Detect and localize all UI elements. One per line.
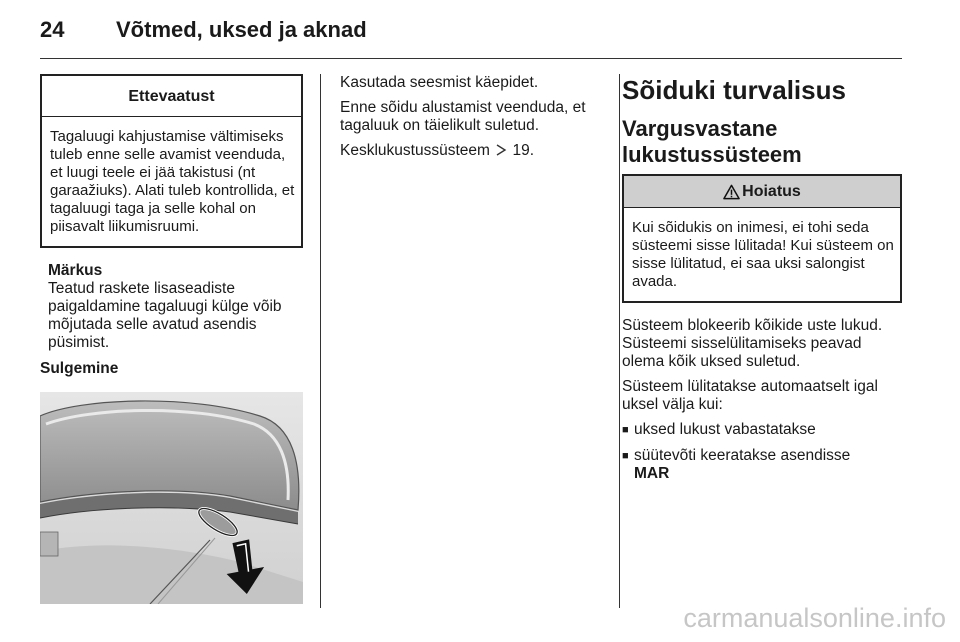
warning-box <box>622 174 902 303</box>
column-divider-left <box>320 74 321 608</box>
paragraph-system-locks: Süsteem blokeerib kõikide uste lukud. Süsteemi sisselülitamiseks peavad olema kõik uksed suletud. <box>622 317 883 370</box>
note-text: Teatud raskete lisaseadiste paigaldamine tagaluugi külge võib mõjutada selle avatud asendis püsimist. <box>48 280 282 351</box>
watermark: carmanualsonline.info <box>683 603 946 633</box>
reference-page[interactable]: 19. <box>512 142 535 159</box>
subsection-title: Vargusvastane lukustussüsteem <box>622 116 802 167</box>
bullet-square-icon: ■ <box>622 424 629 436</box>
list-item <box>622 421 902 439</box>
paragraph-handle: Kasutada seesmist käepidet. <box>340 74 539 91</box>
closing-heading: Sulgemine <box>40 360 119 377</box>
paragraph-system-off: Süsteem lülitatakse automaatselt igal uksel välja kui: <box>622 378 878 413</box>
column-left <box>40 74 303 609</box>
warning-header <box>624 176 900 208</box>
ignition-position-label: MAR <box>634 465 670 482</box>
paragraph-check-closed: Enne sõidu alustamist veenduda, et tagaluuk on täielikult suletud. <box>340 99 586 134</box>
page-number: 24 <box>40 17 65 42</box>
paragraph-reference <box>340 142 602 160</box>
warning-text: Kui sõidukis on inimesi, ei tohi seda süsteemi sisse lülitada! Kui süsteem on sisse lülitatud, ei saa uksi salongist avada. <box>632 219 894 290</box>
warning-triangle-icon <box>723 184 740 200</box>
list-item-text: uksed lukust vabastatakse <box>634 421 816 438</box>
caution-text: Tagaluugi kahjustamise vältimiseks tuleb enne selle avamist veenduda, et luugi teele ei jää takistusi (nt garaažiuks). Alati tuleb kontrollida, et tagaluugi taga ja selle kohal on piisavalt liikumisruumi. <box>50 128 295 235</box>
chapter-title: Võtmed, uksed ja aknad <box>116 17 367 42</box>
section-title: Sõiduki turvalisus <box>622 75 846 105</box>
caution-title: Ettevaatust <box>42 76 301 117</box>
tailgate-closing-illustration <box>40 392 303 604</box>
column-divider-right <box>619 74 620 608</box>
column-middle <box>340 74 602 167</box>
list-item-text-wrapper <box>634 447 902 483</box>
deactivation-list <box>622 421 902 483</box>
note-heading: Märkus <box>48 262 103 279</box>
page-reference-arrow-icon[interactable] <box>495 144 507 156</box>
list-item <box>622 447 902 483</box>
list-item-text: süütevõti keeratakse asendisse <box>634 447 851 464</box>
header-divider <box>40 58 902 59</box>
reference-text: Kesklukustussüsteem <box>340 142 490 159</box>
page-header <box>40 14 367 46</box>
warning-title: Hoiatus <box>742 183 801 200</box>
column-right <box>622 74 902 491</box>
caution-box <box>40 74 303 248</box>
bullet-square-icon: ■ <box>622 450 629 462</box>
